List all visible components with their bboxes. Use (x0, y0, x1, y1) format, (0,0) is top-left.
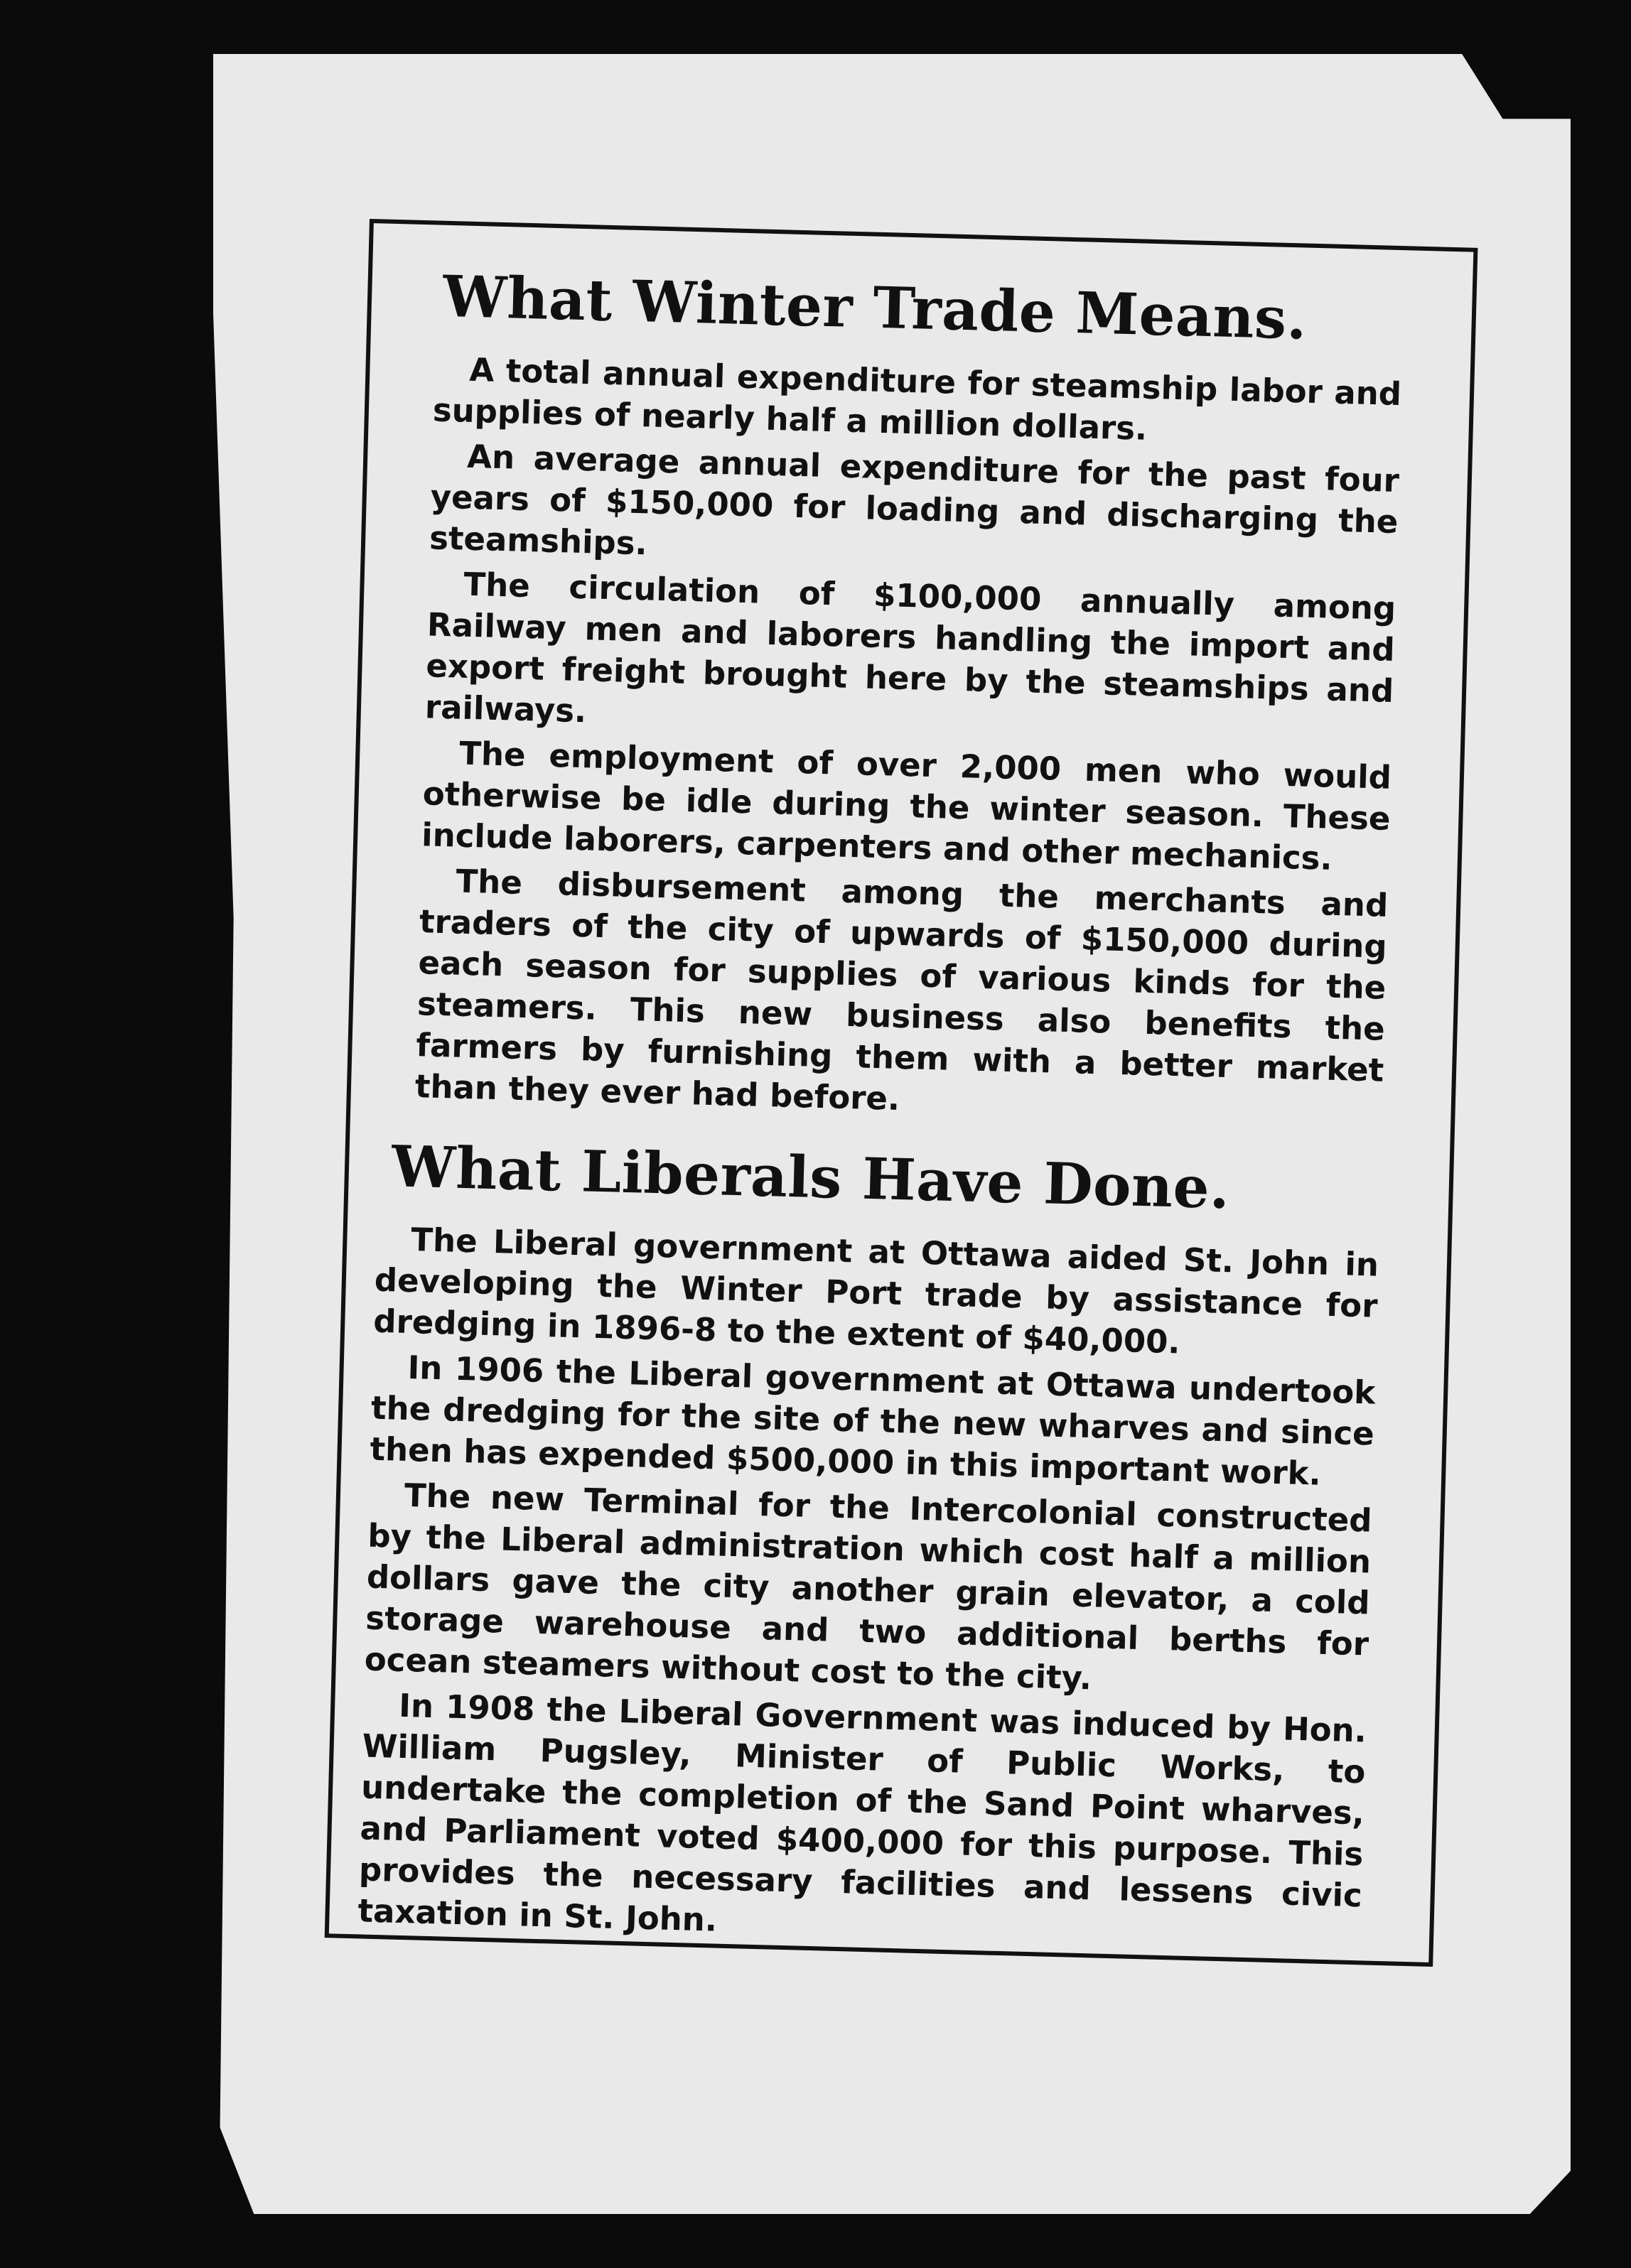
heading-liberals: What Liberals Have Done. (390, 1133, 1231, 1222)
paragraph: In 1906 the Liberal government at Ottawa undertook the dredging for the site of the new wharves and since then has expended $500,000 in this important work. (369, 1348, 1376, 1493)
section-winter-trade (414, 262, 1404, 1133)
paragraph: The disbursement among the merchants and traders of the city of upwards of $150,000 during each season for supplies of various kinds for the steamers. This new business also benefits the farmers by furnishing them with a better market than they ever had before. (414, 862, 1389, 1118)
paragraph: The employment of over 2,000 men who would otherwise be idle during the winter season. These include laborers, carpenters and other mechanics. (421, 734, 1392, 878)
paragraph: A total annual expenditure for steamship labor and supplies of nearly half a million dollars. (432, 350, 1402, 448)
heading-winter-trade: What Winter Trade Means. (441, 262, 1308, 352)
paragraph: The new Terminal for the Intercolonial constructed by the Liberal administration which cost half a million dollars gave the city another grain elevator, a cold storage warehouse and two additional berths for ocean steamers without cost to the city. (364, 1476, 1373, 1697)
paragraph: The Liberal government at Ottawa aided St. John in developing the Winter Port trade by assistance for dredging in 1896-8 to the extent of $40,000. (372, 1221, 1379, 1361)
paragraph: In 1908 the Liberal Government was induced by Hon. William Pugsley, Minister of Public Works, to undertake the completion of the Sand Point wharves, and Parliament voted $400,000 for this purpose. This provides the necessary facilities and lessens civic taxation in St. John. (357, 1686, 1367, 1939)
section-liberals (357, 1133, 1382, 1958)
paragraph: An average annual expenditure for the past four years of $150,000 for loading and discharging the steamships. (429, 437, 1400, 563)
paragraph: The circulation of $100,000 annually among Railway men and laborers handling the import and export freight brought here by the steamships and railways. (424, 565, 1396, 730)
bordered-text-box (325, 219, 1478, 1967)
